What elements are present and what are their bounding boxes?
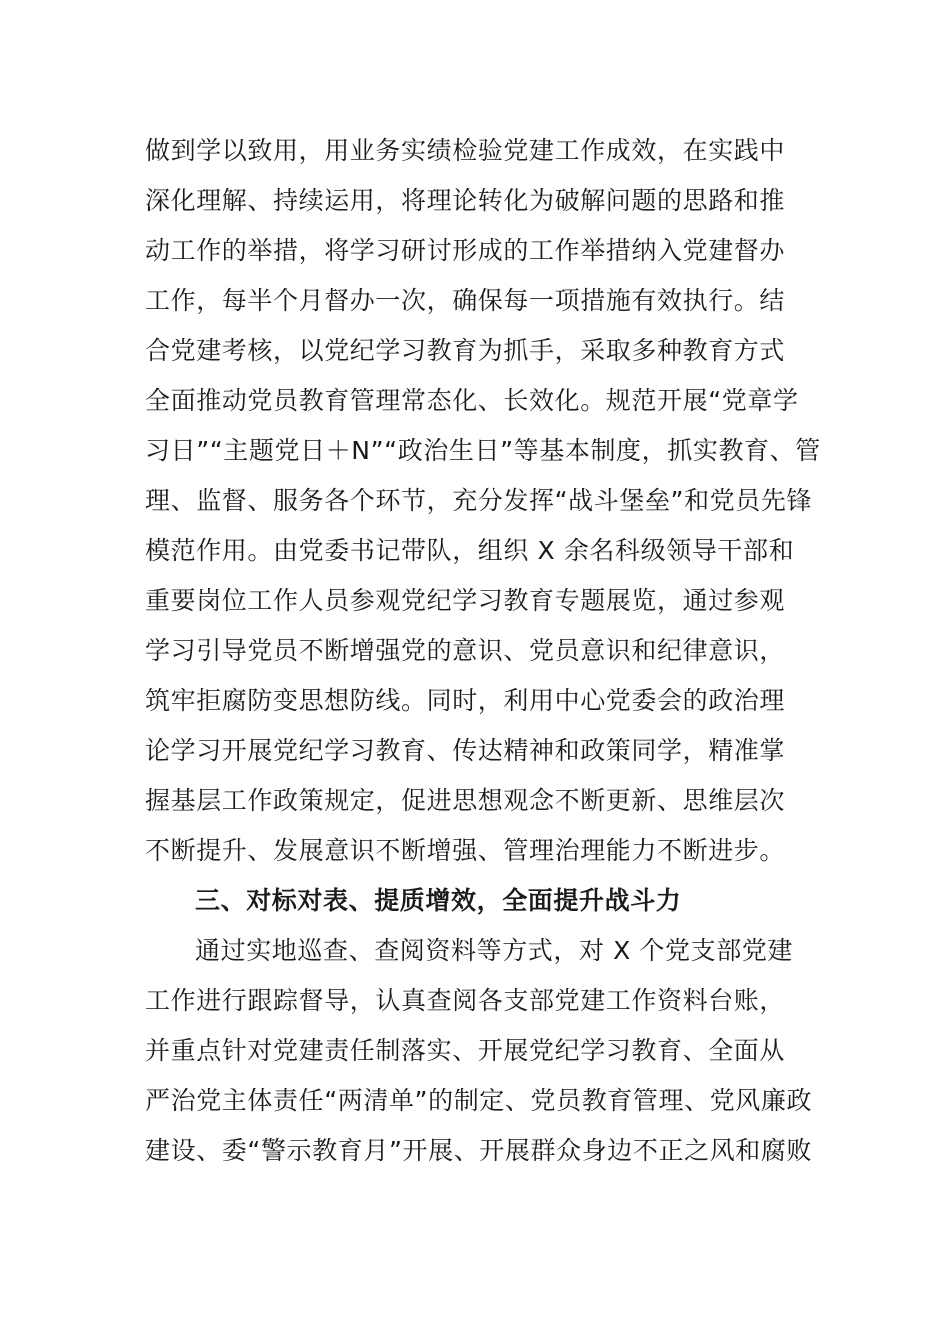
paragraph-line: 建设、委“警示教育月”开展、开展群众身边不正之风和腐败 [145,1136,813,1165]
paragraph-line: 筑牢拒腐防变思想防线。同时，利用中心党委会的政治理 [145,686,786,715]
paragraph-line: 严治党主体责任“两清单”的制定、党员教育管理、党风廉政 [145,1086,813,1115]
paragraph-line: 做到学以致用，用业务实绩检验党建工作成效，在实践中 [145,136,786,165]
paragraph-line: 习日”“主题党日＋N”“政治生日”等基本制度，抓实教育、管 [145,436,821,465]
paragraph-line: 通过实地巡查、查阅资料等方式，对 X 个党支部党建 [195,936,794,965]
paragraph-line: 工作，每半个月督办一次，确保每一项措施有效执行。结 [145,286,786,315]
paragraph-line: 深化理解、持续运用，将理论转化为破解问题的思路和推 [145,186,786,215]
paragraph-line: 全面推动党员教育管理常态化、长效化。规范开展“党章学 [145,386,799,415]
paragraph-line: 重要岗位工作人员参观党纪学习教育专题展览，通过参观 [145,586,786,615]
paragraph-line: 模范作用。由党委书记带队，组织 X 余名科级领导干部和 [145,536,795,565]
paragraph-line: 理、监督、服务各个环节，充分发挥“战斗堡垒”和党员先锋 [145,486,813,515]
paragraph-line: 不断提升、发展意识不断增强、管理治理能力不断进步。 [145,836,786,865]
paragraph-line: 论学习开展党纪学习教育、传达精神和政策同学，精准掌 [145,736,786,765]
paragraph-line: 握基层工作政策规定，促进思想观念不断更新、思维层次 [145,786,786,815]
paragraph-line: 并重点针对党建责任制落实、开展党纪学习教育、全面从 [145,1036,786,1065]
paragraph-line: 合党建考核，以党纪学习教育为抓手，采取多种教育方式 [145,336,786,365]
document-body [145,126,821,1176]
paragraph-line: 学习引导党员不断增强党的意识、党员意识和纪律意识， [145,636,786,665]
section-heading: 三、对标对表、提质增效，全面提升战斗力 [195,886,682,915]
paragraph-line: 动工作的举措，将学习研讨形成的工作举措纳入党建督办 [145,236,786,265]
paragraph-line: 工作进行跟踪督导，认真查阅各支部党建工作资料台账， [145,986,786,1015]
